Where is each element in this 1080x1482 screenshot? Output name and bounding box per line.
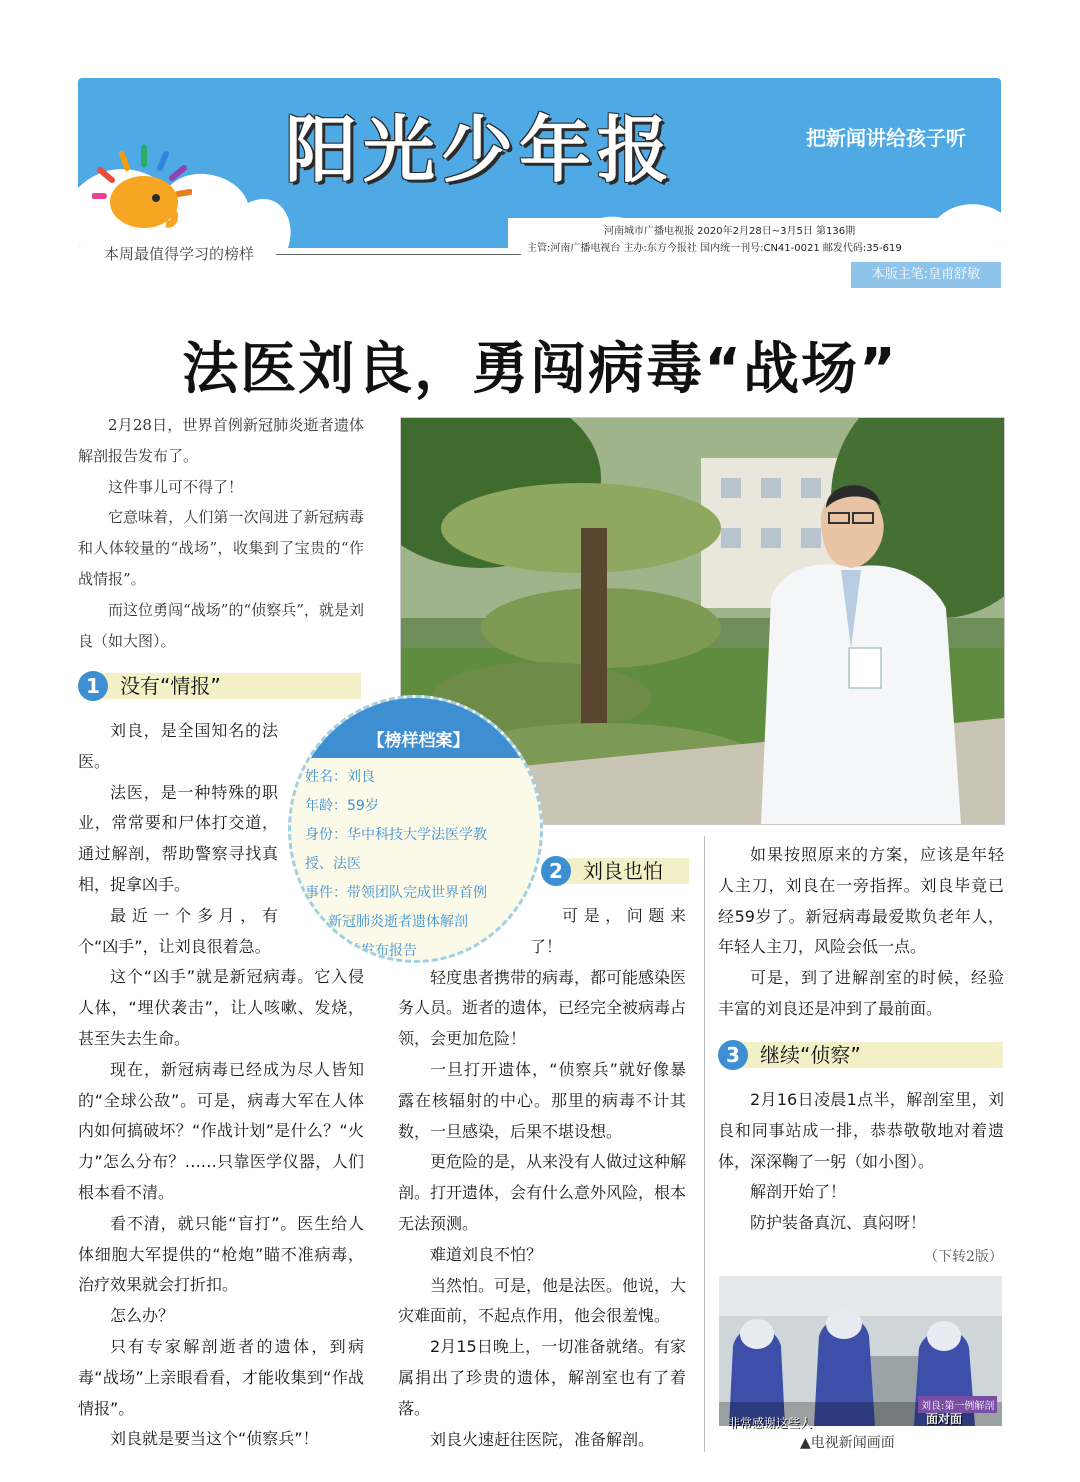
article-headline: 法医刘良，勇闯病毒“战场” — [182, 337, 898, 402]
column-2 — [398, 901, 686, 1455]
profile-name: 姓名：刘良 — [305, 769, 375, 785]
profile-identity: 身份：华中科技大学法医学教 — [305, 827, 487, 843]
tv-overlay-label: 刘良:第一例解剖 — [918, 1396, 997, 1413]
section-title: 继续“侦察” — [760, 1043, 861, 1067]
profile-event-cont: 并发布报告 — [347, 943, 417, 959]
newspaper-masthead: 阳光少年报 — [285, 108, 676, 192]
body-paragraph: 当然怕。可是，他是法医。他说，大灾难面前，不起点作用，他会很羞愧。 — [398, 1275, 687, 1326]
column-3 — [718, 840, 1004, 1025]
intro-paragraph: 2月28日，世界首例新冠肺炎逝者遗体解剖报告发布了。 — [78, 416, 364, 465]
intro-paragraph: 这件事儿可不得了！ — [108, 477, 244, 496]
body-paragraph: 2月15日晚上，一切准备就绪。有家属捐出了珍贵的遗体，解剖室也有了着落。 — [398, 1337, 686, 1418]
profile-event-cont: 新冠肺炎逝者遗体解剖 — [328, 914, 468, 930]
body-paragraph: 现在，新冠病毒已经成为尽人皆知的“全球公敌”。可是，病毒大军在人体内如何搞破坏？“作战计划”是什么？“火力”怎么分布？……只靠医学仪器，人们根本看不清。 — [78, 1059, 364, 1202]
masthead-slogan: 把新闻讲给孩子听 — [806, 126, 966, 150]
section-title: 没有“情报” — [120, 674, 221, 698]
body-paragraph: 怎么办？ — [110, 1306, 175, 1326]
body-paragraph: 只有专家解剖逝者的遗体，到病毒“战场”上亲眼看看，才能收集到“作战情报”。 — [78, 1336, 364, 1418]
body-paragraph: 法医，是一种特殊的职业，常常要和尸体打交道，通过解剖，帮助警察寻找真相，捉拿凶手。 — [78, 782, 278, 894]
body-paragraph: 难道刘良不怕？ — [430, 1244, 543, 1264]
profile-event: 事件：带领团队完成世界首例 — [305, 885, 487, 901]
body-paragraph: 防护装备真沉、真闷呀！ — [750, 1213, 927, 1233]
section-number: 1 — [78, 671, 108, 701]
body-paragraph: 可是，到了进解剖室的时候，经验丰富的刘良还是冲到了最前面。 — [718, 968, 1004, 1018]
section-heading-2 — [541, 856, 689, 886]
intro-paragraph: 它意味着，人们第一次闯进了新冠病毒和人体较量的“战场”，收集到了宝贵的“作战情报”。 — [78, 508, 364, 588]
profile-title: 【榜样档案】 — [367, 731, 470, 751]
section-number: 2 — [541, 856, 571, 886]
profile-age: 年龄：59岁 — [305, 798, 379, 814]
column-3-continued — [718, 1085, 1004, 1239]
body-paragraph: 刘良，是全国知名的法医。 — [78, 721, 278, 771]
profile-identity-cont: 授、法医 — [305, 856, 361, 872]
continued-note: （下转2版） — [924, 1249, 1003, 1265]
sun-elephant-logo — [92, 140, 192, 235]
section-number: 3 — [718, 1040, 748, 1070]
body-paragraph: 看不清，就只能“盲打”。医生给人体细胞大军提供的“枪炮”瞄不准病毒，治疗效果就会打折扣。 — [78, 1213, 364, 1295]
body-paragraph: 更危险的是，从来没有人做过这种解剖。打开遗体，会有什么意外风险，根本无法预测。 — [398, 1152, 687, 1233]
body-paragraph: 一旦打开遗体，“侦察兵”就好像暴露在核辐射的中心。那里的病毒不计其数，一旦感染，后果不堪设想。 — [398, 1059, 686, 1141]
body-paragraph: 最近一个多月，有个“凶手”，让刘良很着急。 — [78, 905, 278, 956]
body-paragraph: 如果按照原来的方案，应该是年轻人主刀，刘良在一旁指挥。刘良毕竟已经59岁了。新冠病毒最爱欺负老年人，年轻人主刀，风险会低一点。 — [718, 845, 1004, 957]
tv-program-name: 面对面 — [926, 1412, 963, 1426]
body-paragraph: 这个“凶手”就是新冠病毒。它入侵人体，“埋伏袭击”，让人咳嗽、发烧，甚至失去生命。 — [78, 967, 364, 1048]
small-photo-caption: ▲电视新闻画面 — [800, 1435, 895, 1451]
tagline-divider — [276, 254, 521, 255]
section-title: 刘良也怕 — [583, 859, 663, 883]
tv-subtitle: 非常感谢这些人 — [728, 1416, 813, 1430]
intro-paragraph: 而这位勇闯“战场”的“侦察兵”，就是刘良（如大图）。 — [78, 600, 364, 650]
section-tagline: 本周最值得学习的榜样 — [104, 245, 255, 263]
section-heading-1 — [78, 671, 361, 701]
editor-badge: 本版主笔:皇甫舒敏 — [851, 262, 1001, 288]
body-paragraph: 刘良火速赶往医院，准备解剖。 — [430, 1429, 655, 1449]
column-divider — [704, 836, 705, 1452]
article-intro — [78, 410, 364, 656]
body-paragraph: 2月16日凌晨1点半，解剖室里，刘良和同事站成一排，恭恭敬敬地对着遗体，深深鞠了一躬（如小图）。 — [718, 1090, 1004, 1171]
section-heading-3 — [718, 1040, 1003, 1070]
body-paragraph: 刘良就是要当这个“侦察兵”！ — [110, 1429, 319, 1449]
publisher-info: 主管:河南广播电视台 主办:东方今报社 国内统一刊号:CN41-0021 邮发代码:35-619 — [527, 243, 902, 254]
body-paragraph: 解剖开始了！ — [750, 1182, 847, 1202]
body-paragraph: 轻度患者携带的病毒，都可能感染医务人员。逝者的遗体，已经完全被病毒占领，会更加危险！ — [398, 967, 687, 1049]
issue-info: 河南城市广播电视报 2020年2月28日~3月5日 第136期 — [604, 226, 856, 237]
body-paragraph: 可是，问题来了！ — [530, 906, 686, 956]
